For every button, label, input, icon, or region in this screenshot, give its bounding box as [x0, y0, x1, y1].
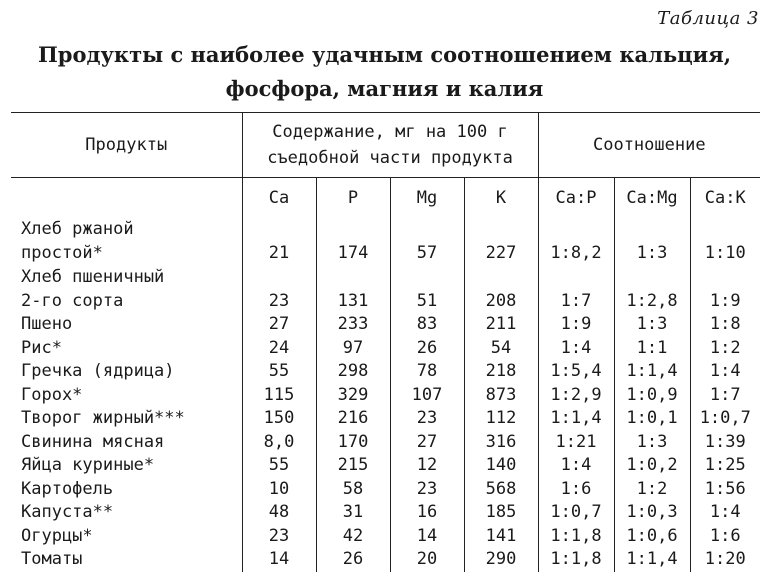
empty-cell — [690, 266, 760, 290]
value-ca-p: 1:4 — [538, 337, 614, 361]
value-p: 215 — [316, 454, 390, 478]
product-name: Картофель — [21, 478, 114, 499]
value-k: 218 — [464, 360, 538, 384]
table-row — [11, 525, 760, 549]
value-ca-p: 1:8,2 — [538, 242, 614, 266]
header-p: P — [316, 178, 390, 219]
value-ca-p: 1:1,4 — [538, 407, 614, 431]
value-ca-p: 1:1,8 — [538, 525, 614, 549]
table-row — [11, 548, 760, 572]
value-p: 31 — [316, 501, 390, 525]
value-k: 54 — [464, 337, 538, 361]
value-ca: 10 — [242, 478, 316, 502]
value-mg: 57 — [390, 242, 464, 266]
value-ca-k: 1:0,7 — [690, 407, 760, 431]
empty-cell — [316, 218, 390, 242]
table-row — [11, 360, 760, 384]
value-ca-k: 1:9 — [690, 290, 760, 314]
table-row — [11, 290, 760, 314]
value-k: 112 — [464, 407, 538, 431]
value-k: 290 — [464, 548, 538, 572]
product-name: Творог жирный*** — [21, 408, 185, 428]
value-ca: 8,0 — [242, 431, 316, 455]
product-name: Капуста** — [21, 502, 114, 522]
value-ca-mg: 1:2 — [614, 478, 690, 502]
value-mg: 51 — [390, 290, 464, 314]
empty-cell — [538, 218, 614, 242]
value-p: 42 — [316, 525, 390, 549]
value-ca-mg: 1:1 — [614, 337, 690, 361]
value-ca-k: 1:20 — [690, 548, 760, 572]
product-name-cont: простой* — [21, 243, 103, 263]
table-row — [11, 478, 760, 502]
value-ca-k: 1:7 — [690, 384, 760, 408]
value-ca-k: 1:2 — [690, 337, 760, 361]
value-ca-k: 1:10 — [690, 242, 760, 266]
table-row — [11, 313, 760, 337]
value-p: 298 — [316, 360, 390, 384]
table-header — [11, 113, 760, 219]
value-ca-mg: 1:1,4 — [614, 360, 690, 384]
value-ca: 23 — [242, 290, 316, 314]
empty-cell — [390, 266, 464, 290]
table-row — [11, 337, 760, 361]
product-name-cont: 2-го сорта — [21, 290, 124, 311]
empty-cell — [242, 218, 316, 242]
value-p: 233 — [316, 313, 390, 337]
header-content — [242, 113, 538, 178]
value-ca: 27 — [242, 313, 316, 337]
product-name: Свинина мясная — [21, 431, 165, 452]
empty-cell — [690, 218, 760, 242]
value-mg: 14 — [390, 525, 464, 549]
value-ca-mg: 1:3 — [614, 242, 690, 266]
empty-cell — [538, 266, 614, 290]
table-row — [11, 501, 760, 525]
value-p: 170 — [316, 431, 390, 455]
value-ca-mg: 1:0,3 — [614, 501, 690, 525]
nutrient-table — [11, 112, 760, 572]
table-body — [11, 218, 760, 572]
table-row — [11, 407, 760, 431]
value-mg: 23 — [390, 478, 464, 502]
table-title-line-1: Продукты с наиболее удачным соотношением кальция, — [37, 42, 732, 67]
product-name: Горох* — [21, 384, 83, 405]
empty-cell — [316, 266, 390, 290]
value-ca-mg: 1:0,9 — [614, 384, 690, 408]
value-ca-k: 1:39 — [690, 431, 760, 455]
value-mg: 26 — [390, 337, 464, 361]
header-products: Продукты — [11, 113, 242, 178]
value-k: 568 — [464, 478, 538, 502]
product-name: Гречка (ядрица) — [21, 361, 175, 381]
value-k: 873 — [464, 384, 538, 408]
value-ca: 21 — [242, 242, 316, 266]
value-k: 316 — [464, 431, 538, 455]
value-ca: 55 — [242, 360, 316, 384]
value-mg: 107 — [390, 384, 464, 408]
value-mg: 23 — [390, 407, 464, 431]
product-name: Пшено — [21, 314, 73, 334]
value-k: 185 — [464, 501, 538, 525]
value-ca-mg: 1:3 — [614, 313, 690, 337]
value-ca-k: 1:8 — [690, 313, 760, 337]
value-mg: 12 — [390, 454, 464, 478]
value-ca: 150 — [242, 407, 316, 431]
value-p: 131 — [316, 290, 390, 314]
header-ca: Ca — [242, 178, 316, 219]
table-row — [11, 384, 760, 408]
value-ca-mg: 1:2,8 — [614, 290, 690, 314]
value-p: 174 — [316, 242, 390, 266]
value-ca-mg: 1:0,2 — [614, 454, 690, 478]
value-p: 216 — [316, 407, 390, 431]
value-ca: 23 — [242, 525, 316, 549]
value-ca-p: 1:5,4 — [538, 360, 614, 384]
value-ca-p: 1:21 — [538, 431, 614, 455]
value-ca: 115 — [242, 384, 316, 408]
header-ratio: Соотношение — [538, 113, 760, 178]
empty-cell — [242, 266, 316, 290]
header-content-line-2: съедобной части продукта — [267, 148, 513, 168]
value-ca: 48 — [242, 501, 316, 525]
value-ca-mg: 1:0,1 — [614, 407, 690, 431]
value-ca-p: 1:6 — [538, 478, 614, 502]
value-p: 329 — [316, 384, 390, 408]
product-name: Томаты — [21, 549, 83, 569]
product-name: Рис* — [21, 337, 62, 358]
table-row — [11, 242, 760, 266]
value-ca-p: 1:0,7 — [538, 501, 614, 525]
value-p: 97 — [316, 337, 390, 361]
value-ca-mg: 1:3 — [614, 431, 690, 455]
value-ca-p: 1:9 — [538, 313, 614, 337]
value-ca-p: 1:1,8 — [538, 548, 614, 572]
value-ca-p: 1:7 — [538, 290, 614, 314]
value-ca-k: 1:4 — [690, 501, 760, 525]
value-ca: 14 — [242, 548, 316, 572]
header-ca-p: Ca:P — [538, 178, 614, 219]
value-mg: 78 — [390, 360, 464, 384]
table-number: Таблица 3 — [657, 8, 759, 29]
value-mg: 83 — [390, 313, 464, 337]
value-mg: 16 — [390, 501, 464, 525]
value-k: 208 — [464, 290, 538, 314]
header-mg: Mg — [390, 178, 464, 219]
header-k: К — [464, 178, 538, 219]
empty-cell — [614, 218, 690, 242]
value-p: 58 — [316, 478, 390, 502]
value-k: 140 — [464, 454, 538, 478]
empty-cell — [390, 218, 464, 242]
empty-cell — [464, 266, 538, 290]
table-title-line-2: фосфора, магния и калия — [225, 76, 544, 101]
value-p: 26 — [316, 548, 390, 572]
value-mg: 20 — [390, 548, 464, 572]
table-row — [11, 454, 760, 478]
product-name: Хлеб пшеничный — [21, 266, 165, 287]
header-ca-k: Ca:К — [690, 178, 760, 219]
header-content-line-1: Содержание, мг на 100 г — [272, 122, 508, 142]
value-mg: 27 — [390, 431, 464, 455]
value-ca-k: 1:6 — [690, 525, 760, 549]
table-row-label — [11, 218, 760, 242]
product-name: Яйца куриные* — [21, 455, 155, 475]
value-k: 227 — [464, 242, 538, 266]
value-k: 211 — [464, 313, 538, 337]
value-ca-mg: 1:1,4 — [614, 548, 690, 572]
table-row-label — [11, 266, 760, 290]
value-ca-k: 1:56 — [690, 478, 760, 502]
product-name: Огурцы* — [21, 525, 93, 546]
value-ca-p: 1:2,9 — [538, 384, 614, 408]
empty-cell — [464, 218, 538, 242]
empty-cell — [614, 266, 690, 290]
value-ca-p: 1:4 — [538, 454, 614, 478]
table-row — [11, 431, 760, 455]
header-products-gap — [11, 178, 242, 219]
header-ca-mg: Ca:Mg — [614, 178, 690, 219]
value-ca-mg: 1:0,6 — [614, 525, 690, 549]
value-ca-k: 1:25 — [690, 454, 760, 478]
value-ca-k: 1:4 — [690, 360, 760, 384]
value-ca: 24 — [242, 337, 316, 361]
value-k: 141 — [464, 525, 538, 549]
value-ca: 55 — [242, 454, 316, 478]
product-name: Хлеб ржаной — [21, 219, 134, 240]
